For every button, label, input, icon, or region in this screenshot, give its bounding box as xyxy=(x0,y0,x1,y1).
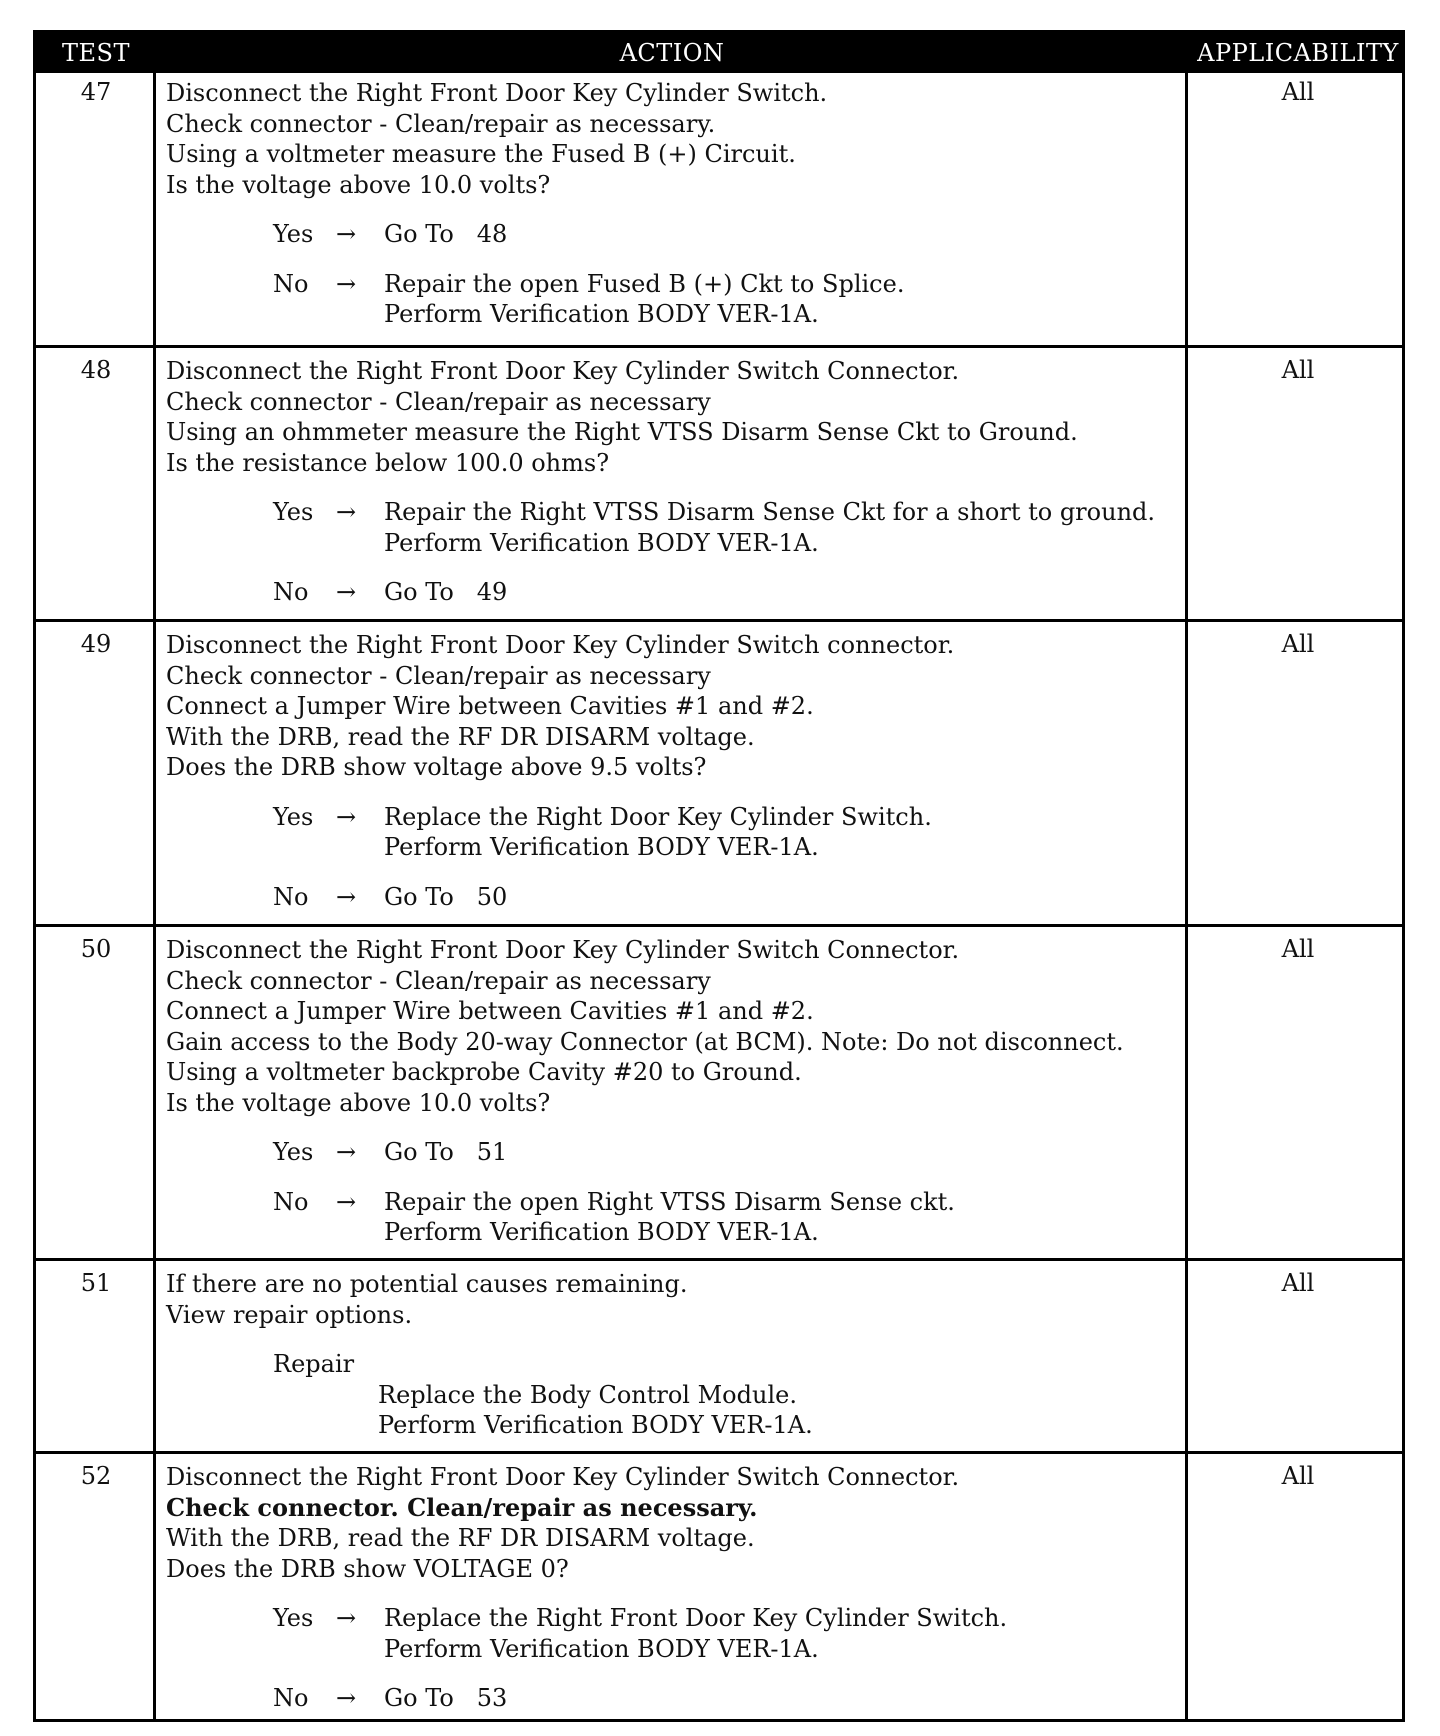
yes-result xyxy=(166,1603,1176,1664)
yes-label: Yes xyxy=(273,220,314,248)
diagnostic-table xyxy=(33,30,1405,1722)
table-row xyxy=(36,1258,1402,1451)
instruction-line: Is the voltage above 10.0 volts? xyxy=(166,1088,551,1117)
instruction-line: Does the DRB show VOLTAGE 0? xyxy=(166,1554,569,1583)
arrow-icon: → xyxy=(336,802,357,831)
action-cell xyxy=(166,935,1176,1248)
no-label: No xyxy=(273,578,309,606)
instruction-line: View repair options. xyxy=(166,1300,413,1329)
arrow-icon: → xyxy=(336,1138,357,1166)
test-number: 48 xyxy=(80,356,112,384)
no-result xyxy=(166,882,1176,913)
result-text: Replace the Right Door Key Cylinder Switch. xyxy=(384,802,932,831)
arrow-icon: → xyxy=(336,578,357,606)
action-cell xyxy=(166,78,1176,330)
repair-text: Replace the Body Control Module. xyxy=(378,1380,797,1409)
action-cell xyxy=(166,356,1176,608)
instruction-line: Connect a Jumper Wire between Cavities #1 and #2. xyxy=(166,692,814,720)
applicability: All xyxy=(1281,78,1315,106)
instruction-line: Check connector - Clean/repair as necessary xyxy=(166,661,711,690)
instruction-line: Using a voltmeter measure the Fused B (+) Circuit. xyxy=(166,140,796,168)
yes-result xyxy=(166,497,1176,558)
no-result xyxy=(166,577,1176,608)
applicability: All xyxy=(1281,630,1315,658)
result-text: Go To 51 xyxy=(384,1138,508,1166)
action-cell xyxy=(166,1462,1176,1714)
applicability: All xyxy=(1281,1462,1315,1490)
instruction-line: Disconnect the Right Front Door Key Cylinder Switch Connector. xyxy=(166,357,960,385)
applicability: All xyxy=(1281,935,1315,963)
instruction-line: With the DRB, read the RF DR DISARM voltage. xyxy=(166,1524,755,1552)
yes-label: Yes xyxy=(273,498,314,526)
arrow-icon: → xyxy=(336,1187,357,1216)
no-result xyxy=(166,1187,1176,1248)
table-row xyxy=(36,1451,1402,1719)
no-label: No xyxy=(273,1684,309,1712)
header-test: TEST xyxy=(62,39,130,67)
no-label: No xyxy=(273,882,309,911)
action-cell xyxy=(166,630,1176,912)
table-row xyxy=(36,924,1402,1258)
test-number: 49 xyxy=(80,630,112,658)
no-label: No xyxy=(273,269,309,298)
arrow-icon: → xyxy=(336,498,357,526)
yes-result xyxy=(166,802,1176,863)
instruction-line: Is the voltage above 10.0 volts? xyxy=(166,170,551,199)
test-number: 51 xyxy=(80,1269,112,1297)
result-text: Repair the open Fused B (+) Ckt to Splice. xyxy=(384,269,905,298)
instruction-line: Disconnect the Right Front Door Key Cylinder Switch Connector. xyxy=(166,936,960,964)
test-number: 50 xyxy=(80,935,112,963)
arrow-icon: → xyxy=(336,1684,357,1712)
instruction-line: Check connector - Clean/repair as necessary xyxy=(166,966,711,995)
instruction-line: Using an ohmmeter measure the Right VTSS Disarm Sense Ckt to Ground. xyxy=(166,418,1078,446)
instruction-line: With the DRB, read the RF DR DISARM voltage. xyxy=(166,722,755,751)
applicability: All xyxy=(1281,356,1315,384)
instruction-line: Gain access to the Body 20-way Connector (at BCM). Note: Do not disconnect. xyxy=(166,1027,1124,1056)
instruction-line: Check connector. Clean/repair as necessary. xyxy=(166,1492,758,1522)
instruction-line: Disconnect the Right Front Door Key Cylinder Switch connector. xyxy=(166,631,955,659)
yes-label: Yes xyxy=(273,1138,314,1166)
applicability: All xyxy=(1281,1269,1315,1297)
instruction-line: Disconnect the Right Front Door Key Cylinder Switch Connector. xyxy=(166,1463,960,1491)
yes-result xyxy=(166,219,1176,250)
test-number: 47 xyxy=(80,78,112,106)
header-action: ACTION xyxy=(619,39,725,67)
no-result xyxy=(166,269,1176,330)
result-text: Repair the Right VTSS Disarm Sense Ckt for a short to ground. xyxy=(384,498,1156,526)
instruction-line: Check connector - Clean/repair as necessary. xyxy=(166,109,716,138)
result-text: Go To 50 xyxy=(384,882,508,911)
instruction-line: Does the DRB show voltage above 9.5 volts? xyxy=(166,753,707,781)
instruction-line: If there are no potential causes remaining. xyxy=(166,1270,688,1298)
result-text: Perform Verification BODY VER-1A. xyxy=(384,1634,819,1663)
no-result xyxy=(166,1683,1176,1714)
arrow-icon: → xyxy=(336,269,357,298)
result-text: Repair the open Right VTSS Disarm Sense ckt. xyxy=(384,1187,955,1216)
result-text: Go To 53 xyxy=(384,1684,508,1712)
arrow-icon: → xyxy=(336,1604,357,1632)
action-cell xyxy=(166,1269,1176,1441)
result-text: Go To 49 xyxy=(384,578,508,606)
yes-label: Yes xyxy=(273,1604,314,1632)
header-applicability: APPLICABILITY xyxy=(1197,39,1399,67)
yes-label: Yes xyxy=(273,802,314,831)
result-text: Perform Verification BODY VER-1A. xyxy=(384,833,819,861)
repair-label: Repair xyxy=(273,1350,355,1378)
table-row xyxy=(36,345,1402,619)
instruction-line: Is the resistance below 100.0 ohms? xyxy=(166,448,610,477)
repair-text: Perform Verification BODY VER-1A. xyxy=(378,1411,813,1439)
result-text: Replace the Right Front Door Key Cylinder Switch. xyxy=(384,1604,1008,1632)
instruction-line: Using a voltmeter backprobe Cavity #20 to Ground. xyxy=(166,1058,802,1086)
table-row xyxy=(36,67,1402,345)
table-row xyxy=(36,619,1402,924)
instruction-line: Disconnect the Right Front Door Key Cylinder Switch. xyxy=(166,79,828,107)
arrow-icon: → xyxy=(336,882,357,911)
result-text: Perform Verification BODY VER-1A. xyxy=(384,1218,819,1246)
test-number: 52 xyxy=(80,1462,112,1490)
result-text: Perform Verification BODY VER-1A. xyxy=(384,528,819,557)
instruction-line: Connect a Jumper Wire between Cavities #1 and #2. xyxy=(166,997,814,1025)
instruction-line: Check connector - Clean/repair as necessary xyxy=(166,387,711,416)
result-text: Go To 48 xyxy=(384,220,508,248)
no-label: No xyxy=(273,1187,309,1216)
arrow-icon: → xyxy=(336,220,357,248)
yes-result xyxy=(166,1137,1176,1168)
result-text: Perform Verification BODY VER-1A. xyxy=(384,300,819,328)
